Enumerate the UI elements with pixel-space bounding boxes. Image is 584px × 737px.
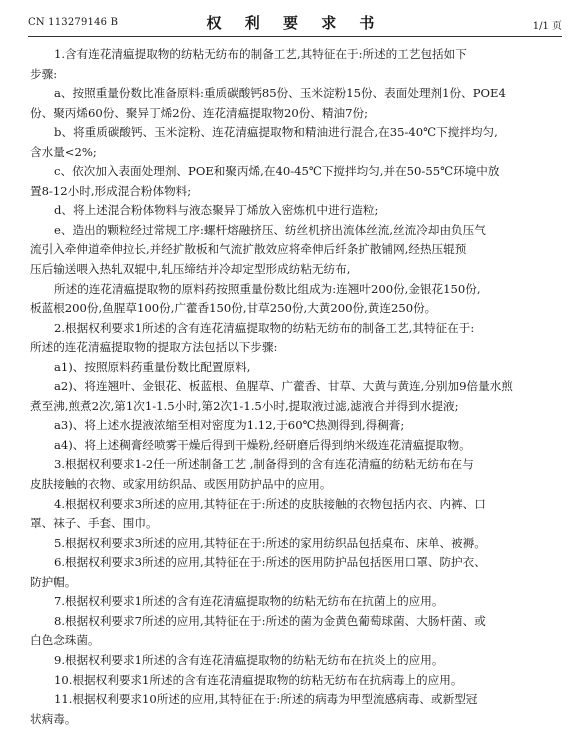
claim-text-line: a4)、将上述稠膏经喷雾干燥后得到干燥粉,经研磨后得到纳米级连花清瘟提取物。 [54, 437, 471, 452]
claim-text-line: 10.根据权利要求1所述的含有连花清瘟提取物的纺粘无纺布在抗病毒上的应用。 [54, 672, 463, 687]
claim-text-line: a3)、将上述水提液浓缩至相对密度为1.12,于60℃热测得到,得稠膏; [54, 418, 405, 433]
claim-text-line: b、将重质碳酸钙、玉米淀粉、连花清瘟提取物和精油进行混合,在35-40℃下搅拌均匀, [54, 125, 498, 140]
claim-text-line: 步骤: [30, 66, 58, 81]
claim-text-line: 所述的连花清瘟提取物的原料药按照重量份数比组成为:连翘叶200份,金银花150份, [54, 281, 481, 296]
claim-text-line: 5.根据权利要求3所述的应用,其特征在于:所述的家用纺织品包括桌布、床单、被褥。 [54, 535, 486, 550]
page-number: 1/1 页 [532, 21, 562, 32]
document-title: 权 利 要 求 书 [206, 14, 384, 32]
claims-body [30, 45, 562, 729]
claim-text-line: 2.根据权利要求1所述的含有连花清瘟提取物的纺粘无纺布的制备工艺,其特征在于: [54, 320, 475, 335]
claim-text-line: d、将上述混合粉体物料与液态聚异丁烯放入密炼机中进行造粒; [54, 203, 379, 218]
claim-text-line: 流引入牵伸道牵伸拉长,并经扩散板和气流扩散效应将牵伸后纤条扩散铺网,经热压辊预 [30, 242, 467, 257]
claim-text-line: 白色念珠菌。 [30, 633, 100, 648]
document-number: CN 113279146 B [28, 17, 119, 28]
page-header [28, 12, 562, 34]
claim-text-line: a、按照重量份数比准备原料:重质碳酸钙85份、玉米淀粉15份、表面处理剂1份、POE4 [54, 86, 506, 101]
claim-text-line: 防护帽。 [30, 574, 77, 589]
claim-text-line: a2)、将连翘叶、金银花、板蓝根、鱼腥草、广藿香、甘草、大黄与黄连,分别加9倍量水煎 [54, 379, 513, 394]
claim-text-line: 9.根据权利要求1所述的含有连花清瘟提取物的纺粘无纺布在抗炎上的应用。 [54, 652, 444, 667]
claim-text-line: 11.根据权利要求10所述的应用,其特征在于:所述的病毒为甲型流感病毒、或新型冠 [54, 692, 478, 707]
claim-text-line: 1.含有连花清瘟提取物的纺粘无纺布的制备工艺,其特征在于:所述的工艺包括如下 [54, 47, 467, 61]
claim-text-line: 板蓝根200份,鱼腥草100份,广藿香150份,甘草250份,大黄200份,黄连250份。 [30, 301, 437, 316]
claim-text-line: 罩、袜子、手套、围巾。 [30, 516, 158, 531]
claim-text-line: 含水量<2%; [30, 144, 97, 159]
claim-text-line: a1)、按照原料药重量份数比配置原料, [54, 359, 251, 374]
claim-text-line: c、依次加入表面处理剂、POE和聚丙烯,在40-45℃下搅拌均匀,并在50-55℃环境中放 [54, 164, 500, 179]
claim-text-line: 6.根据权利要求3所述的应用,其特征在于:所述的医用防护品包括医用口罩、防护衣、 [54, 555, 486, 570]
claim-text-line: 4.根据权利要求3所述的应用,其特征在于:所述的皮肤接触的衣物包括内衣、内裤、口 [54, 496, 486, 511]
claim-text-line: 3.根据权利要求1-2任一所述制备工艺 ,制备得到的含有连花清瘟的纺粘无纺布在与 [54, 457, 474, 472]
claim-text-line: 置8-12小时,形成混合粉体物料; [30, 183, 192, 198]
claim-text-line: 压后输送喂入热轧双辊中,轧压缔结并冷却定型形成纺粘无纺布, [30, 262, 351, 277]
claim-text-line: 7.根据权利要求1所述的含有连花清瘟提取物的纺粘无纺布在抗菌上的应用。 [54, 594, 444, 609]
claim-text-line: 份、聚丙烯60份、聚异丁烯2份、连花清瘟提取物20份、精油7份; [30, 105, 369, 120]
claim-text-line: 皮肤接触的衣物、或家用纺织品、或医用防护品中的应用。 [30, 477, 332, 492]
claim-text-line: 煮至沸,煎煮2次,第1次1-1.5小时,第2次1-1.5小时,提取液过滤,滤液合并得到水提液; [30, 398, 459, 413]
claim-text-line: 所述的连花清瘟提取物的提取方法包括以下步骤: [30, 340, 278, 355]
claim-text-line: 8.根据权利要求7所述的应用,其特征在于:所述的菌为金黄色葡萄球菌、大肠杆菌、或 [54, 613, 486, 628]
claim-text-line: e、造出的颗粒经过常规工序:螺杆熔融挤压、纺丝机挤出流体丝流,丝流冷却由负压气 [54, 222, 486, 237]
claim-text-line: 状病毒。 [30, 711, 77, 726]
header-divider [28, 36, 562, 37]
